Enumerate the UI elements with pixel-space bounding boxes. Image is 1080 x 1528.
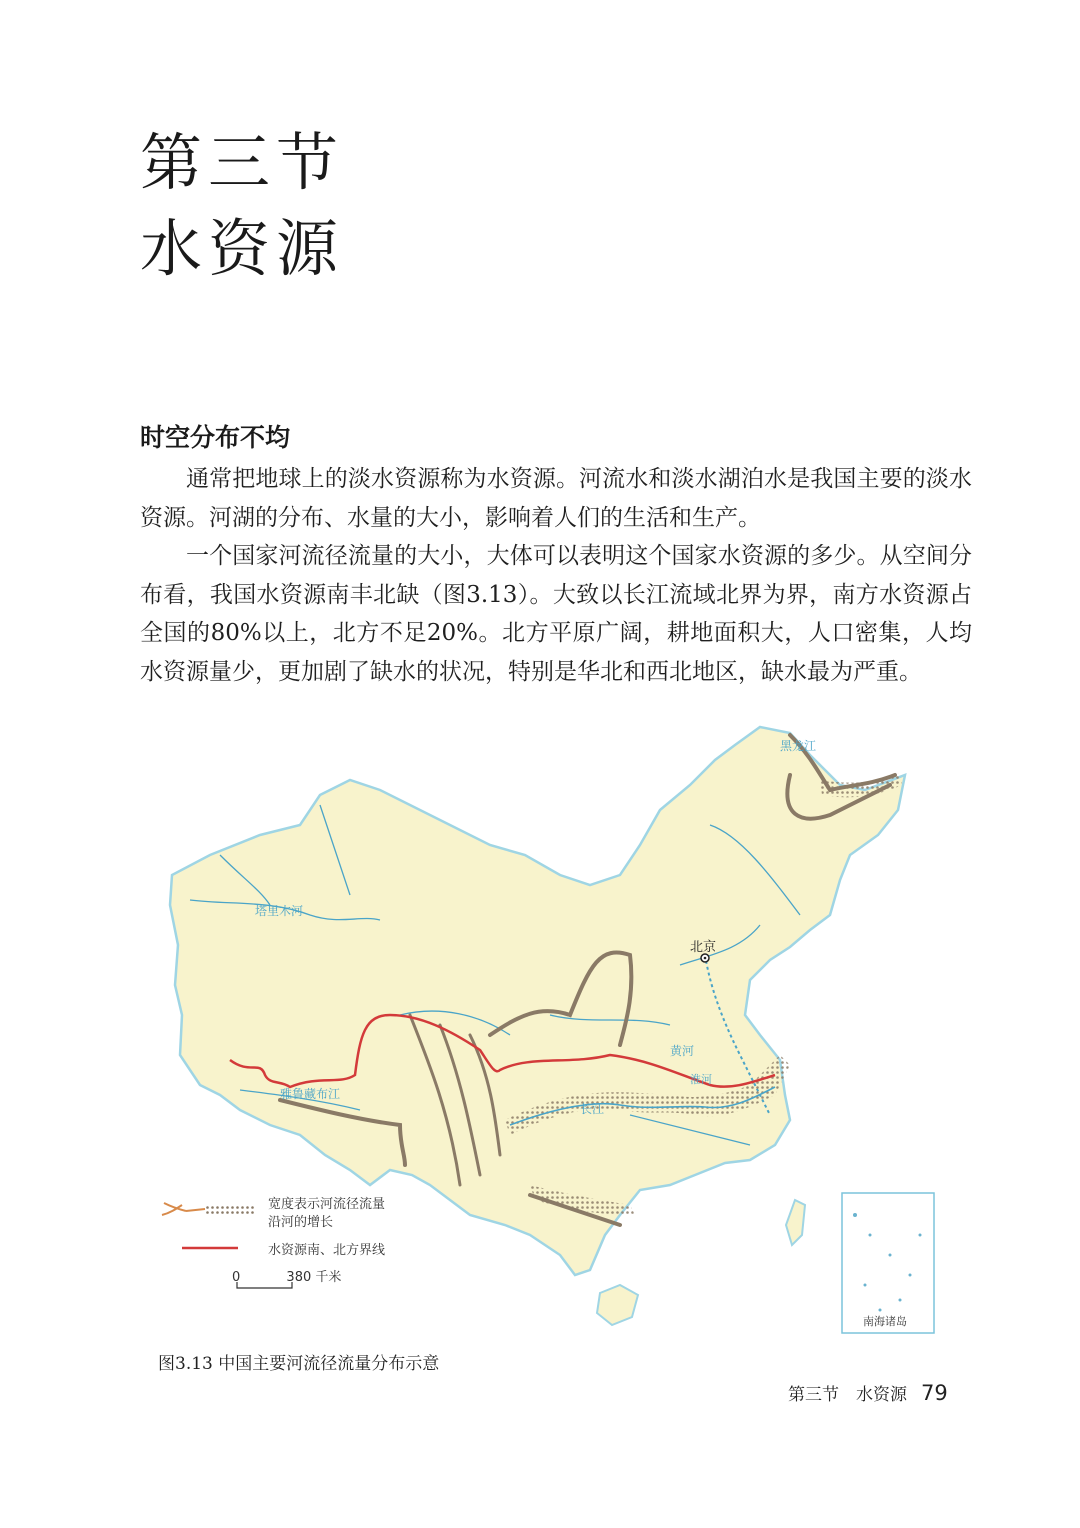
legend-boundary-label: 水资源南、北方界线 (268, 1243, 386, 1258)
paragraph-1: 通常把地球上的淡水资源称为水资源。河流水和淡水湖泊水是我国主要的淡水资源。河湖的分布、水量的大小，影响着人们的生活和生产。 (140, 466, 972, 531)
body-text (140, 460, 972, 691)
hainan-island (597, 1285, 638, 1325)
inset-label: 南海诸岛 (863, 1315, 907, 1328)
page-number: 79 (921, 1381, 948, 1405)
legend-flow-label-1: 宽度表示河流径流量 (268, 1197, 386, 1212)
changjiang-label: 长江 (580, 1102, 605, 1116)
flow-legend-icon (160, 1195, 260, 1225)
paragraph-2: 一个国家河流径流量的大小，大体可以表明这个国家水资源的多少。从空间分布看，我国水资源南丰北缺（图3.13）。大致以长江流域北界为界，南方水资源占全国的80%以上，北方不足20%。北方平原广阔，耕地面积大，人口密集，人均水资源量少，更加剧了缺水的状况，特别是华北和西北地区，缺水最为严重。 (140, 543, 972, 685)
chapter-title (140, 120, 344, 292)
heilong-label: 黑龙江 (780, 739, 817, 753)
footer-section: 第三节 水资源 (788, 1385, 907, 1405)
chapter-number: 第三节 (140, 126, 345, 199)
yarlung-label: 雅鲁藏布江 (280, 1087, 341, 1101)
scale-zero: 0 (232, 1270, 241, 1285)
legend-flow-label-2: 沿河的增长 (268, 1215, 334, 1230)
scale-bar (232, 1266, 341, 1285)
beijing-label: 北京 (690, 940, 717, 955)
scale-distance: 380 千米 (286, 1270, 342, 1285)
tarim-label: 塔里木河 (255, 904, 304, 918)
section-heading: 时空分布不均 (140, 423, 291, 452)
chapter-name: 水资源 (140, 212, 345, 285)
huang-label: 黄河 (670, 1044, 695, 1058)
page-footer (788, 1380, 948, 1405)
taiwan-island (786, 1200, 805, 1245)
figure-caption: 图3.13 中国主要河流径流量分布示意 (158, 1354, 440, 1374)
huai-label: 淮河 (690, 1073, 712, 1086)
boundary-legend-icon (182, 1242, 262, 1254)
scale-line (236, 1282, 296, 1290)
